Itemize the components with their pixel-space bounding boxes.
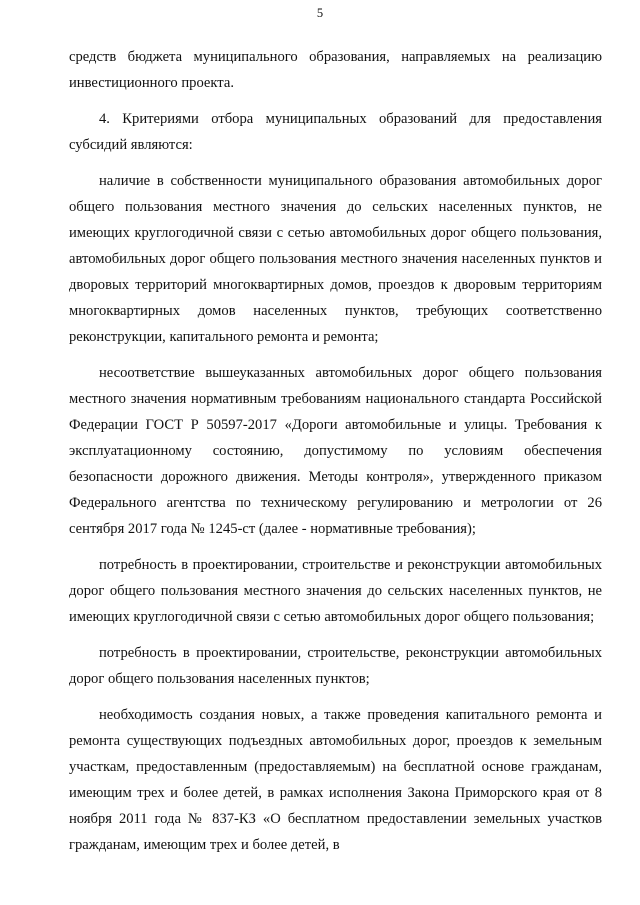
paragraph-continuation: средств бюджета муниципального образования, направляемых на реализацию инвестиционного проекта. xyxy=(69,49,602,91)
paragraph-criterion-settlement-roads: потребность в проектировании, строительстве, реконструкции автомобильных дорог общего пользования населенных пунктов; xyxy=(69,645,602,687)
paragraph-criterion-access-roads: необходимость создания новых, а также проведения капитального ремонта и ремонта существующих подъездных автомобильных дорог, проездов к земельным участкам, предоставленным (предоставляемым) на бесплатной основе гражданам, имеющим трех и более детей, в рамках исполнения Закона Приморского края от 8 ноября 2011 года № 837-КЗ «О бесплатном предоставлении земельных участков гражданам, имеющим трех и более детей, в xyxy=(69,707,602,853)
paragraph-criterion-rural-roads: потребность в проектировании, строительстве и реконструкции автомобильных дорог общего пользования местного значения до сельских населенных пунктов, не имеющих круглогодичной связи с сетью автомобильных дорог общего пользования; xyxy=(69,557,602,625)
paragraph-criterion-noncompliance: несоответствие вышеуказанных автомобильных дорог общего пользования местного значения нормативным требованиям национального стандарта Российской Федерации ГОСТ Р 50597-2017 «Дороги автомобильные и улицы. Требования к эксплуатационному состоянию, допустимому по условиям обеспечения безопасности дорожного движения. Методы контроля», утвержденного приказом Федерального агентства по техническому регулированию и метрологии от 26 сентября 2017 года № 1245-ст (далее - нормативные требования); xyxy=(69,365,602,537)
paragraph-criteria-intro: 4. Критериями отбора муниципальных образований для предоставления субсидий являются: xyxy=(69,111,602,153)
page-number: 5 xyxy=(316,6,324,20)
document-body xyxy=(69,44,602,858)
paragraph-criterion-ownership: наличие в собственности муниципального образования автомобильных дорог общего пользования местного значения до сельских населенных пунктов, не имеющих круглогодичной связи с сетью автомобильных дорог общего пользования, автомобильных дорог общего пользования местного значения населенных пунктов и дворовых территорий многоквартирных домов, проездов к дворовым территориям многоквартирных домов населенных пунктов, требующих соответственно реконструкции, капитального ремонта и ремонта; xyxy=(69,173,602,345)
